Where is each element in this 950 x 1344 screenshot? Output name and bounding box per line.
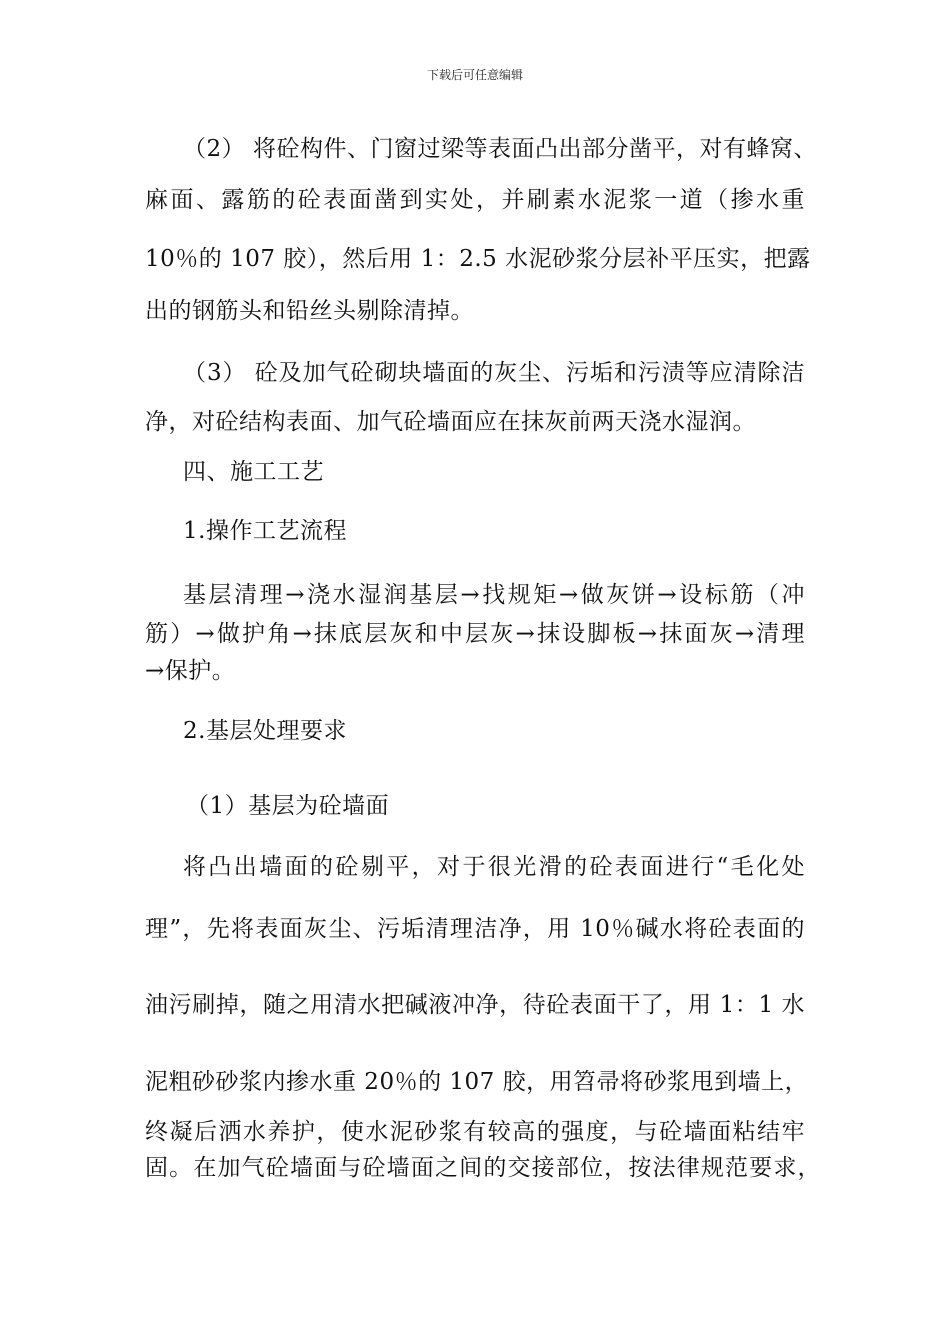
text-line-15: 理”，先将表面灰尘、污垢清理洁净，用 10％碱水将砼表面的 <box>145 916 805 942</box>
subheading-concrete-wall: （1）基层为砼墙面 <box>186 793 390 819</box>
page-header-note: 下载后可任意编辑 <box>426 68 523 82</box>
text-line-10: 筋）→做护角→抹底层灰和中层灰→抹设脚板→抹面灰→清理 <box>145 621 805 647</box>
text-line-17: 泥粗砂砂浆内掺水重 20％的 107 胶，用笤帚将砂浆甩到墙上， <box>145 1069 809 1095</box>
text-line-11: →保护。 <box>145 658 236 684</box>
subheading-process: 1.操作工艺流程 <box>183 518 347 544</box>
text-line-5: （3） 砼及加气砼砌块墙面的灰尘、污垢和污渍等应清除洁 <box>183 360 805 386</box>
text-line-2: 麻面、露筋的砼表面凿到实处，并刷素水泥浆一道（掺水重 <box>145 187 805 213</box>
text-line-1: （2） 将砼构件、门窗过梁等表面凸出部分凿平，对有蜂窝、 <box>183 136 817 162</box>
subheading-base-treatment: 2.基层处理要求 <box>183 718 347 744</box>
text-line-16: 油污刷掉，随之用清水把碱液冲净，待砼表面干了，用 1：1 水 <box>145 992 805 1018</box>
text-line-19: 固。在加气砼墙面与砼墙面之间的交接部位，按法律规范要求， <box>145 1155 821 1181</box>
text-line-3: 10％的 107 胶），然后用 1：2.5 水泥砂浆分层补平压实，把露 <box>145 246 811 272</box>
text-line-14: 将凸出墙面的砼剔平，对于很光滑的砼表面进行“毛化处 <box>183 854 805 880</box>
text-line-9: 基层清理→浇水湿润基层→找规矩→做灰饼→设标筋（冲 <box>183 582 805 608</box>
section-heading: 四、施工工艺 <box>183 459 324 485</box>
text-line-4: 出的钢筋头和铅丝头剔除清掉。 <box>145 298 474 324</box>
text-line-6: 净，对砼结构表面、加气砼墙面应在抹灰前两天浇水湿润。 <box>145 409 756 435</box>
text-line-18: 终凝后洒水养护，使水泥砂浆有较高的强度，与砼墙面粘结牢 <box>145 1119 805 1145</box>
